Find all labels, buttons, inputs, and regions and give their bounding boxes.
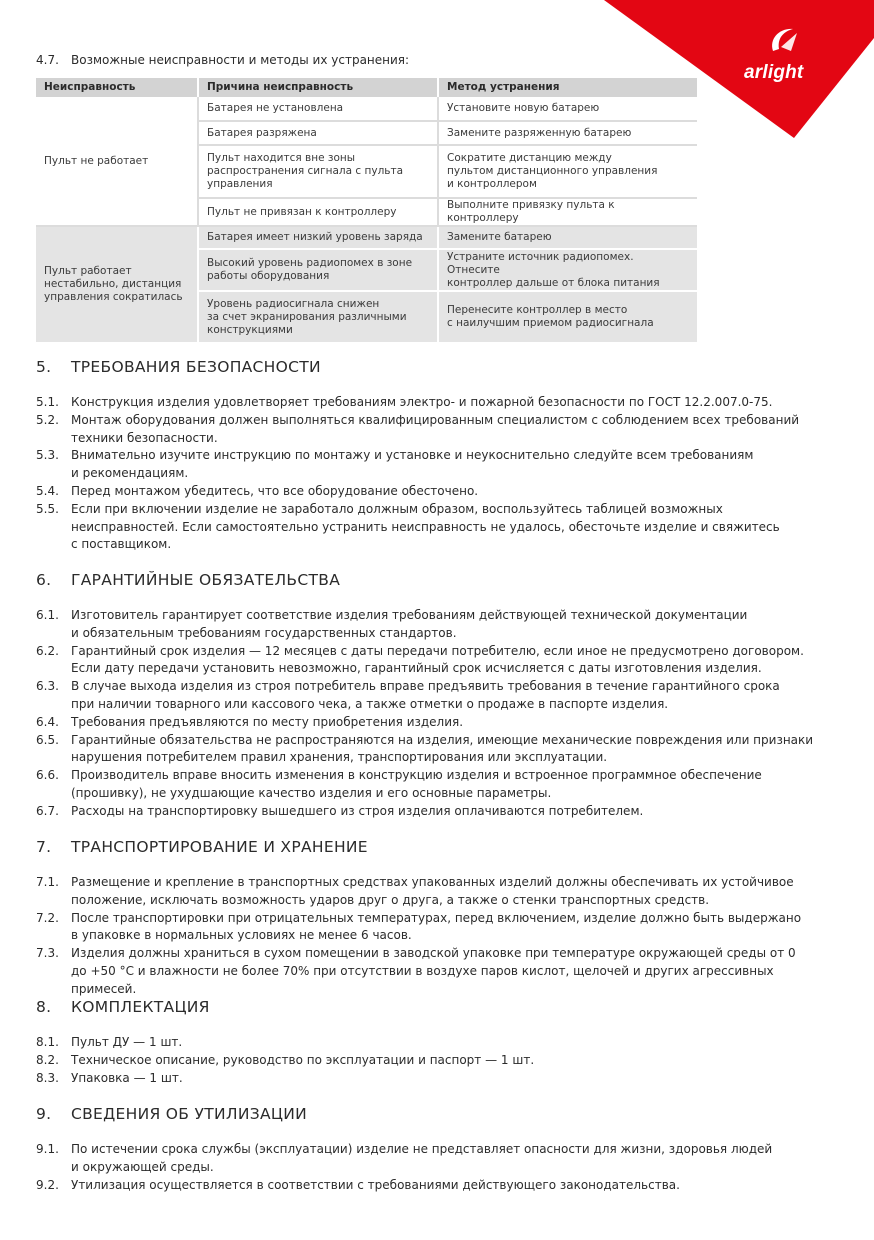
- fix-cell: Замените батарею: [438, 226, 697, 249]
- item-text: В случае выхода изделия из строя потребитель вправе предъявить требования в течение гарантийного срока при наличии товарного или кассового чека, а также отметки о продаже в паспорте изделия.: [71, 679, 780, 711]
- section-heading: [36, 998, 836, 1016]
- fix-cell: Перенесите контроллер в место с наилучшим приемом радиосигнала: [438, 291, 697, 343]
- fault-cell: Пульт не работает: [36, 97, 198, 226]
- section-title: КОМПЛЕКТАЦИЯ: [71, 998, 210, 1016]
- item-number: 6.1.: [36, 608, 59, 622]
- fix-cell: Устраните источник радиопомех. Отнесите контроллер дальше от блока питания: [438, 249, 697, 291]
- list-item: [36, 803, 836, 821]
- list-item: [36, 767, 836, 803]
- list-item: [36, 483, 836, 501]
- list-item: [36, 1034, 836, 1052]
- item-text: Гарантийный срок изделия — 12 месяцев с даты передачи потребителю, если иное не предусмотрено договором. Если дату передачи установить невозможно, гарантийный срок исчисляется с даты изготовления изделия.: [71, 643, 804, 676]
- section-number: 6.: [36, 571, 52, 589]
- section-title: ТРЕБОВАНИЯ БЕЗОПАСНОСТИ: [71, 358, 321, 376]
- fault-cell: Пульт работает нестабильно, дистанция управления сократилась: [36, 226, 198, 343]
- cause-cell: Пульт находится вне зоны распространения сигнала с пульта управления: [198, 145, 438, 198]
- list-item: [36, 1070, 836, 1088]
- troubleshooting-table: [36, 78, 697, 344]
- item-number: 6.2.: [36, 643, 59, 658]
- item-number: 5.2.: [36, 412, 59, 427]
- item-text: По истечении срока службы (эксплуатации) изделие не представляет опасности для жизни, здоровья людей и окружающей среды.: [71, 1142, 773, 1174]
- item-number: 7.1.: [36, 875, 59, 889]
- item-text: Перед монтажом убедитесь, что все оборудование обесточено.: [71, 483, 479, 498]
- list-item: [36, 1052, 836, 1070]
- item-number: 5.3.: [36, 448, 59, 463]
- section-transport: [36, 838, 836, 999]
- list-item: [36, 643, 836, 679]
- item-text: Утилизация осуществляется в соответствии с требованиями действующего законодательства.: [71, 1177, 680, 1192]
- section-number: 5.: [36, 358, 52, 376]
- item-number: 9.1.: [36, 1142, 59, 1156]
- cause-cell: Пульт не привязан к контроллеру: [198, 198, 438, 226]
- item-text: Изготовитель гарантирует соответствие изделия требованиям действующей технической документации и обязательным требованиям государственных стандартов.: [71, 608, 748, 640]
- section-heading: [36, 1105, 836, 1123]
- cause-cell: Батарея разряжена: [198, 121, 438, 145]
- item-text: Гарантийные обязательства не распространяются на изделия, имеющие механические повреждения или признаки нарушения потребителем правил хранения, транспортирования или эксплуатации.: [71, 732, 814, 765]
- logo-text: arlight: [744, 62, 804, 83]
- table-header-row: [36, 78, 697, 97]
- list-item: [36, 874, 836, 910]
- list-item: [36, 394, 836, 412]
- item-text: После транспортировки при отрицательных температурах, перед включением, изделие должно быть выдержано в упаковке в нормальных условиях не менее 6 часов.: [71, 910, 802, 943]
- fix-cell: Установите новую батарею: [438, 97, 697, 121]
- item-text: Внимательно изучите инструкцию по монтажу и установке и неукоснительно следуйте всем требованиям и рекомендациям.: [71, 448, 754, 481]
- header-fault: Неисправность: [36, 78, 198, 97]
- table-row: [36, 97, 697, 121]
- fix-cell: Выполните привязку пульта к контроллеру: [438, 198, 697, 226]
- item-text: Расходы на транспортировку вышедшего из строя изделия оплачиваются потребителем.: [71, 803, 644, 818]
- section-title: СВЕДЕНИЯ ОБ УТИЛИЗАЦИИ: [71, 1105, 307, 1123]
- list-item: [36, 910, 836, 946]
- item-number: 6.6.: [36, 768, 59, 783]
- section-number: 7.: [36, 838, 52, 856]
- list-item: [36, 732, 836, 768]
- header-cause: Причина неисправность: [198, 78, 438, 97]
- item-number: 6.4.: [36, 714, 59, 729]
- fix-cell: Сократите дистанцию между пультом дистанционного управления и контроллером: [438, 145, 697, 198]
- section-number: 8.: [36, 998, 52, 1016]
- item-number: 6.3.: [36, 679, 59, 694]
- section-title: ТРАНСПОРТИРОВАНИЕ И ХРАНЕНИЕ: [71, 838, 368, 856]
- list-item: [36, 501, 836, 554]
- logo-swoosh-icon: [767, 25, 801, 57]
- section-safety: [36, 358, 836, 554]
- section-title: ГАРАНТИЙНЫЕ ОБЯЗАТЕЛЬСТВА: [71, 571, 341, 589]
- item-text: Если при включении изделие не заработало должным образом, воспользуйтесь таблицей возможных неисправностей. Если самостоятельно устранить неисправность не удалось, обесточьте изделие и свяжитесь с поставщиком.: [71, 501, 780, 552]
- list-item: [36, 447, 836, 483]
- item-number: 6.5.: [36, 732, 59, 747]
- list-item: [36, 678, 836, 714]
- cause-cell: Батарея имеет низкий уровень заряда: [198, 226, 438, 249]
- section-warranty: [36, 571, 836, 821]
- section-number: 9.: [36, 1105, 52, 1123]
- item-number: 8.3.: [36, 1070, 59, 1085]
- table-row: [36, 226, 697, 249]
- item-text: Монтаж оборудования должен выполняться квалифицированным специалистом с соблюдением всех требований техники безопасности.: [71, 412, 800, 445]
- table-heading: [36, 53, 409, 67]
- list-item: [36, 714, 836, 732]
- cause-cell: Уровень радиосигнала снижен за счет экранирования различными конструкциями: [198, 291, 438, 343]
- cause-cell: Батарея не установлена: [198, 97, 438, 121]
- table-heading-number: 4.7.: [36, 53, 59, 67]
- section-heading: [36, 358, 836, 376]
- item-number: 5.4.: [36, 483, 59, 498]
- list-item: [36, 607, 836, 643]
- section-package: [36, 998, 836, 1087]
- list-item: [36, 945, 836, 998]
- fix-cell: Замените разряженную батарею: [438, 121, 697, 145]
- item-text: Конструкция изделия удовлетворяет требованиям электро- и пожарной безопасности по ГОСТ 12.2.007.0-75.: [71, 395, 773, 409]
- item-text: Размещение и крепление в транспортных средствах упакованных изделий должны обеспечивать их устойчивое положение, исключать возможность ударов друг о друга, а также о стенки транспортных средств.: [71, 875, 794, 907]
- list-item: [36, 1141, 836, 1177]
- cause-cell: Высокий уровень радиопомех в зоне работы оборудования: [198, 249, 438, 291]
- list-item: [36, 1177, 836, 1195]
- item-number: 8.1.: [36, 1035, 59, 1049]
- item-number: 6.7.: [36, 803, 59, 818]
- section-heading: [36, 838, 836, 856]
- item-text: Требования предъявляются по месту приобретения изделия.: [71, 714, 464, 729]
- section-heading: [36, 571, 836, 589]
- item-number: 9.2.: [36, 1177, 59, 1192]
- item-number: 7.2.: [36, 910, 59, 925]
- item-text: Пульт ДУ — 1 шт.: [71, 1035, 183, 1049]
- item-text: Упаковка — 1 шт.: [71, 1070, 183, 1085]
- item-text: Техническое описание, руководство по эксплуатации и паспорт — 1 шт.: [71, 1052, 535, 1067]
- list-item: [36, 412, 836, 448]
- item-number: 7.3.: [36, 946, 59, 961]
- table-heading-text: Возможные неисправности и методы их устранения:: [71, 53, 410, 67]
- item-number: 8.2.: [36, 1052, 59, 1067]
- item-text: Производитель вправе вносить изменения в конструкцию изделия и встроенное программное обеспечение (прошивку), не ухудшающие качество изделия и его основные параметры.: [71, 768, 762, 800]
- section-disposal: [36, 1105, 836, 1194]
- item-text: Изделия должны храниться в сухом помещении в заводской упаковке при температуре окружающей среды от 0 до +50 °C и влажности не более 70% при отсутствии в воздухе паров кислот, щелочей и других агрессивных примесей.: [71, 946, 796, 996]
- item-number: 5.5.: [36, 501, 59, 516]
- header-fix: Метод устранения: [438, 78, 697, 97]
- item-number: 5.1.: [36, 395, 59, 409]
